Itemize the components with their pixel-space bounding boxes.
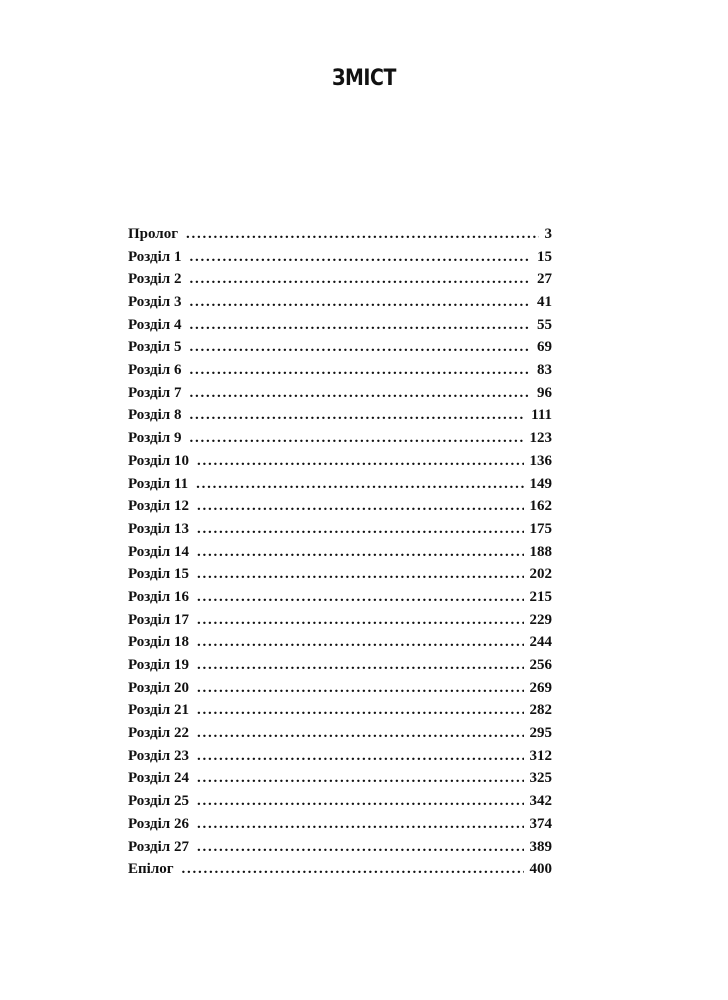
toc-entry-label: Розділ 24 <box>128 770 189 787</box>
toc-entry-label: Розділ 6 <box>128 362 182 379</box>
toc-entry-label: Розділ 11 <box>128 475 189 492</box>
toc-entry-label: Розділ 8 <box>128 407 182 424</box>
dot-leader <box>197 654 524 677</box>
toc-entry-label: Розділ 12 <box>128 498 189 515</box>
toc-entry-page-number: 244 <box>529 634 552 651</box>
dot-leader <box>197 563 524 586</box>
toc-entry <box>128 246 552 269</box>
toc-entry-page-number: 136 <box>529 452 552 469</box>
toc-entry-page-number: 15 <box>537 248 552 265</box>
toc-entry-page-number: 55 <box>537 316 552 333</box>
toc-entry <box>128 336 552 359</box>
toc-entry-page-number: 149 <box>529 475 552 492</box>
toc-entry-label: Розділ 23 <box>128 747 189 764</box>
toc-entry-page-number: 202 <box>529 566 552 583</box>
dot-leader <box>189 359 531 382</box>
toc-entry-page-number: 83 <box>537 362 552 379</box>
dot-leader <box>189 246 531 269</box>
dot-leader <box>197 631 524 654</box>
toc-entry-page-number: 3 <box>544 225 552 242</box>
toc-entry-page-number: 256 <box>529 657 552 674</box>
toc-entry-label: Розділ 20 <box>128 679 189 696</box>
toc-entry-page-number: 188 <box>529 543 552 560</box>
toc-entry-label: Розділ 19 <box>128 657 189 674</box>
toc-entry-page-number: 41 <box>537 294 552 311</box>
toc-entry <box>128 427 552 450</box>
toc-entry-label: Розділ 4 <box>128 316 182 333</box>
dot-leader <box>197 541 524 564</box>
toc-entry-page-number: 96 <box>537 384 552 401</box>
toc-entry <box>128 223 552 246</box>
toc-entry <box>128 541 552 564</box>
dot-leader <box>189 404 525 427</box>
toc-entry-label: Пролог <box>128 225 179 242</box>
toc-entry-page-number: 215 <box>529 588 552 605</box>
toc-entry-page-number: 400 <box>529 861 552 878</box>
toc-entry <box>128 699 552 722</box>
toc-entry <box>128 450 552 473</box>
dot-leader <box>197 677 524 700</box>
toc-entry-label: Розділ 27 <box>128 838 189 855</box>
toc-entry-label: Розділ 25 <box>128 793 189 810</box>
toc-entry <box>128 405 552 428</box>
dot-leader <box>197 495 524 518</box>
toc-entry-label: Розділ 5 <box>128 339 182 356</box>
toc-entry-page-number: 269 <box>529 679 552 696</box>
toc-entry-label: Розділ 17 <box>128 611 189 628</box>
toc-entry <box>128 813 552 836</box>
toc-entry-page-number: 123 <box>529 430 552 447</box>
toc-entry-label: Розділ 22 <box>128 725 189 742</box>
dot-leader <box>189 314 531 337</box>
toc-entry <box>128 314 552 337</box>
toc-entry <box>128 677 552 700</box>
dot-leader <box>189 336 531 359</box>
toc-entry-label: Розділ 10 <box>128 452 189 469</box>
toc-entry <box>128 858 552 881</box>
page-title: ЗМІСТ <box>332 66 396 91</box>
toc-entry <box>128 836 552 859</box>
toc-entry-page-number: 374 <box>529 815 552 832</box>
toc-entry <box>128 495 552 518</box>
toc-entry-label: Розділ 18 <box>128 634 189 651</box>
toc-entry-label: Розділ 13 <box>128 520 189 537</box>
dot-leader <box>197 699 524 722</box>
toc-entry-page-number: 69 <box>537 339 552 356</box>
toc-entry-label: Розділ 15 <box>128 566 189 583</box>
toc-entry-page-number: 111 <box>531 407 552 424</box>
toc-entry-label: Розділ 9 <box>128 430 182 447</box>
toc-entry <box>128 563 552 586</box>
toc-entry-label: Розділ 2 <box>128 271 182 288</box>
toc-entry <box>128 654 552 677</box>
dot-leader <box>189 427 523 450</box>
toc-entry-page-number: 175 <box>529 520 552 537</box>
toc-entry-label: Розділ 14 <box>128 543 189 560</box>
dot-leader <box>197 745 524 768</box>
dot-leader <box>189 268 531 291</box>
toc-entry-page-number: 162 <box>529 498 552 515</box>
toc-entry <box>128 382 552 405</box>
toc-entry <box>128 609 552 632</box>
toc-entry-label: Розділ 7 <box>128 384 182 401</box>
toc-entry <box>128 722 552 745</box>
toc-entry <box>128 359 552 382</box>
dot-leader <box>197 450 524 473</box>
dot-leader <box>197 813 524 836</box>
dot-leader <box>197 586 524 609</box>
toc-entry-label: Розділ 1 <box>128 248 182 265</box>
toc-entry-label: Розділ 26 <box>128 815 189 832</box>
toc-entry <box>128 631 552 654</box>
dot-leader <box>189 291 531 314</box>
dot-leader <box>197 836 524 859</box>
toc-entry <box>128 768 552 791</box>
toc-entry <box>128 518 552 541</box>
toc-entry-page-number: 389 <box>529 838 552 855</box>
toc-entry-label: Розділ 21 <box>128 702 189 719</box>
dot-leader <box>186 223 538 246</box>
toc-entry-label: Розділ 3 <box>128 294 182 311</box>
dot-leader <box>197 722 524 745</box>
toc-entry-page-number: 325 <box>529 770 552 787</box>
dot-leader <box>197 790 524 813</box>
toc-entry <box>128 586 552 609</box>
toc-entry-label: Розділ 16 <box>128 588 189 605</box>
table-of-contents <box>128 223 552 881</box>
dot-leader <box>189 382 531 405</box>
toc-entry <box>128 745 552 768</box>
dot-leader <box>196 473 523 496</box>
toc-entry-page-number: 282 <box>529 702 552 719</box>
dot-leader <box>197 609 524 632</box>
toc-entry-page-number: 312 <box>529 747 552 764</box>
dot-leader <box>182 858 524 881</box>
toc-entry-label: Епілог <box>128 861 174 878</box>
toc-entry-page-number: 342 <box>529 793 552 810</box>
toc-entry <box>128 473 552 496</box>
toc-entry-page-number: 229 <box>529 611 552 628</box>
toc-entry <box>128 790 552 813</box>
toc-entry-page-number: 295 <box>529 725 552 742</box>
toc-entry <box>128 291 552 314</box>
dot-leader <box>197 518 524 541</box>
toc-entry <box>128 268 552 291</box>
toc-entry-page-number: 27 <box>537 271 552 288</box>
dot-leader <box>197 767 524 790</box>
